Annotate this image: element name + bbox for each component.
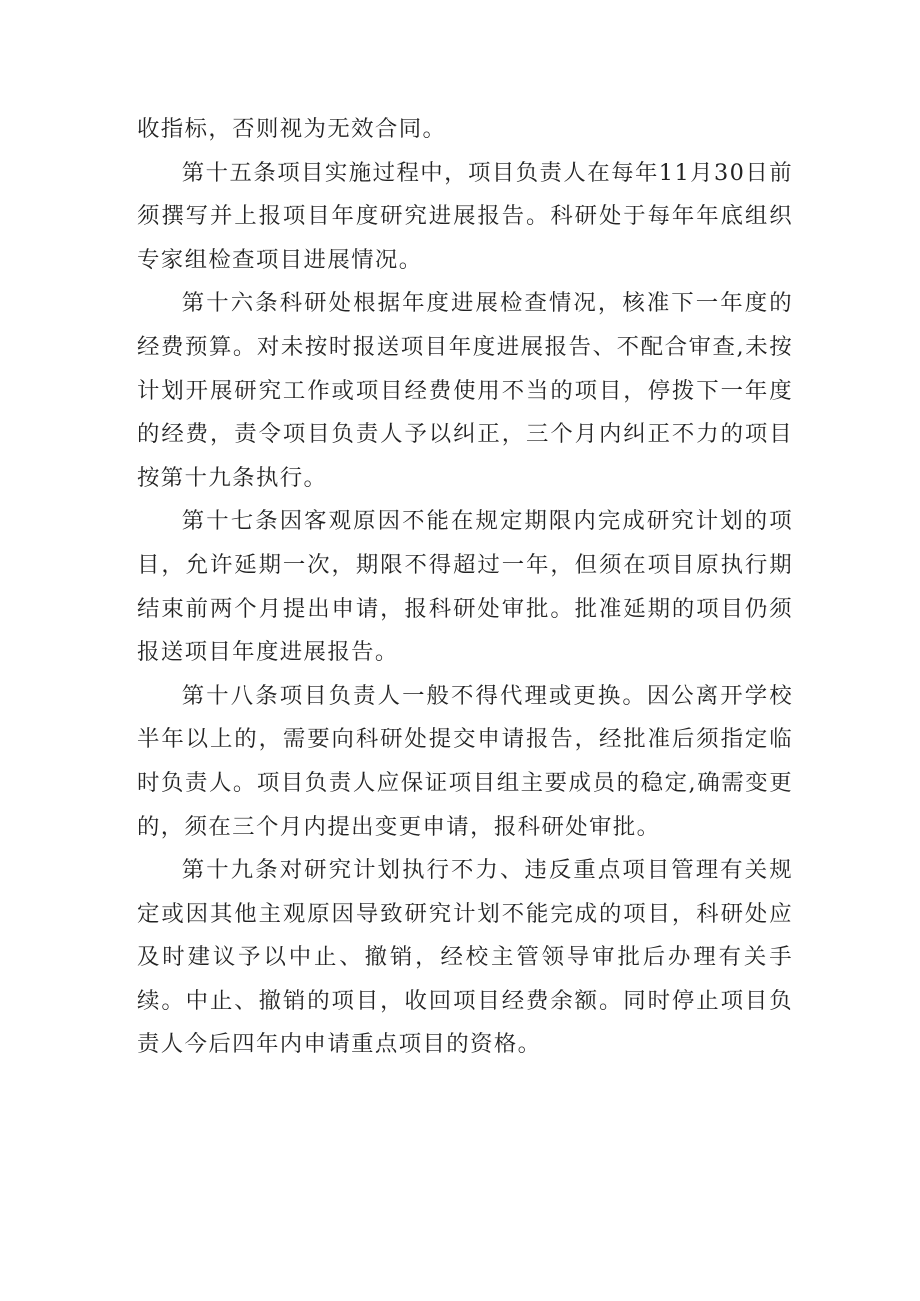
paragraph-continuation: 收指标，否则视为无效合同。: [137, 116, 447, 142]
paragraph-article-17: 第十七条因客观原因不能在规定期限内完成研究计划的项目，允许延期一次，期限不得超过一年，但须在项目原执行期结束前两个月提出申请，报科研处审批。批准延期的项目仍须报送项目年度进展报告。: [137, 508, 793, 666]
paragraph-article-18: 第十八条项目负责人一般不得代理或更换。因公离开学校半年以上的，需要向科研处提交申请报告，经批准后须指定临时负责人。项目负责人应保证项目组主要成员的稳定,确需变更的，须在三个月内提出变更申请，报科研处审批。: [137, 682, 793, 840]
paragraph-article-16: 第十六条科研处根据年度进展检查情况，核准下一年度的经费预算。对未按时报送项目年度进展报告、不配合审查,未按计划开展研究工作或项目经费使用不当的项目，停拨下一年度的经费，责令项目负责人予以纠正，三个月内纠正不力的项目按第十九条执行。: [137, 290, 793, 491]
paragraph-article-19: 第十九条对研究计划执行不力、违反重点项目管理有关规定或因其他主观原因导致研究计划不能完成的项目，科研处应及时建议予以中止、撤销，经校主管领导审批后办理有关手续。中止、撤销的项目，收回项目经费余额。同时停止项目负责人今后四年内申请重点项目的资格。: [137, 857, 793, 1058]
document-body: [137, 108, 793, 1067]
paragraph-article-15: 第十五条项目实施过程中，项目负责人在每年11月30日前须撰写并上报项目年度研究进展报告。科研处于每年年底组织专家组检查项目进展情况。: [137, 159, 793, 273]
